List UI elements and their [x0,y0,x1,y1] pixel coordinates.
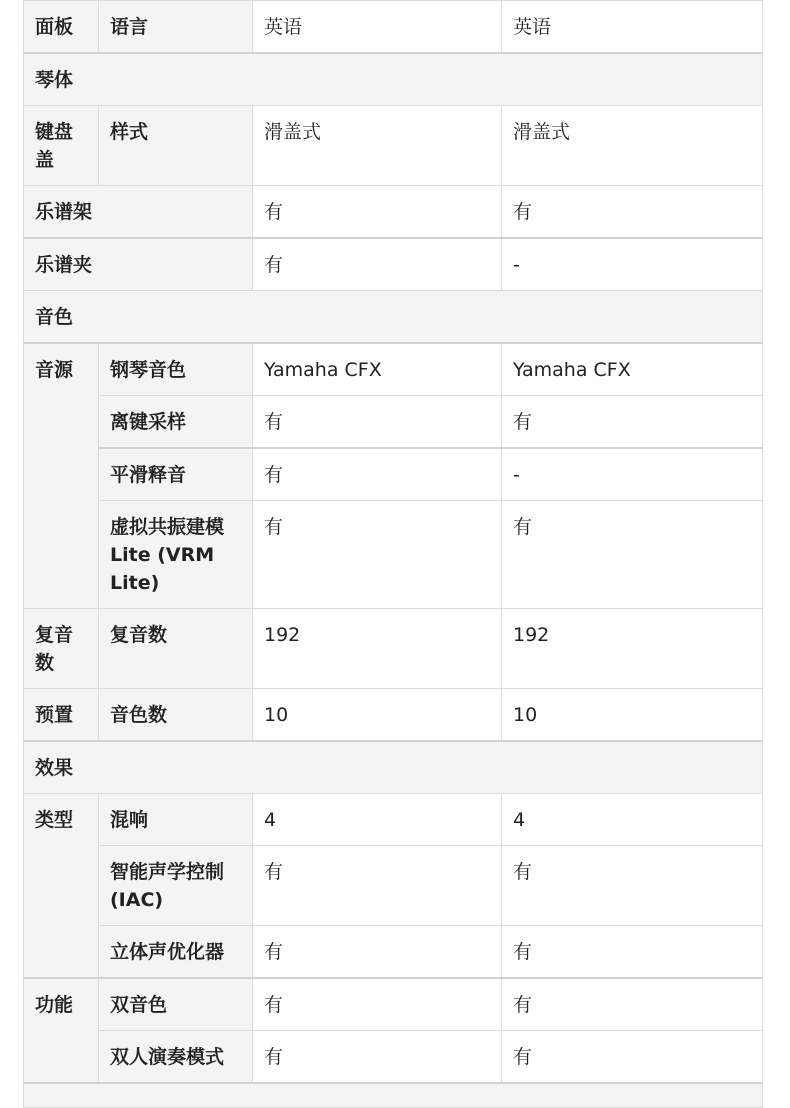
value-cell-b: 有 [502,186,763,239]
section-heading-cutoff [24,1083,763,1108]
value-cell-b: 滑盖式 [502,106,763,186]
feature-cell: 智能声学控制(IAC) [99,846,253,926]
value-cell-b: - [502,448,763,501]
value-cell-b: 有 [502,396,763,449]
section-row [24,1083,763,1108]
value-cell-b: 英语 [502,1,763,54]
category-cell: 音源 [24,343,99,609]
value-cell-b: - [502,238,763,291]
value-cell-a: 有 [253,846,502,926]
table-row [24,186,763,239]
value-cell-b: 有 [502,501,763,609]
value-cell-a: 10 [253,689,502,742]
table-row [24,396,763,449]
feature-cell: 虚拟共振建模Lite (VRM Lite) [99,501,253,609]
table-row [24,448,763,501]
table-row [24,343,763,396]
section-row [24,53,763,106]
category-cell: 面板 [24,1,99,54]
value-cell-b: 10 [502,689,763,742]
value-cell-b: 4 [502,794,763,846]
table-row [24,1031,763,1084]
value-cell-b: Yamaha CFX [502,343,763,396]
value-cell-a: 有 [253,396,502,449]
value-cell-a: 有 [253,501,502,609]
value-cell-b: 有 [502,846,763,926]
value-cell-a: Yamaha CFX [253,343,502,396]
category-cell: 键盘盖 [24,106,99,186]
section-row [24,291,763,344]
table-row [24,238,763,291]
section-heading: 效果 [24,741,763,794]
feature-cell: 离键采样 [99,396,253,449]
section-heading: 音色 [24,291,763,344]
table-row [24,609,763,689]
category-cell: 预置 [24,689,99,742]
value-cell-b: 有 [502,1031,763,1084]
feature-cell: 语言 [99,1,253,54]
value-cell-a: 4 [253,794,502,846]
value-cell-b: 有 [502,978,763,1031]
value-cell-a: 有 [253,238,502,291]
feature-cell: 复音数 [99,609,253,689]
table-row [24,501,763,609]
spec-table-container [23,0,762,1108]
category-cell: 类型 [24,794,99,979]
feature-cell: 双音色 [99,978,253,1031]
section-row [24,741,763,794]
feature-cell: 双人演奏模式 [99,1031,253,1084]
table-row [24,978,763,1031]
category-cell: 复音数 [24,609,99,689]
feature-cell: 钢琴音色 [99,343,253,396]
value-cell-a: 192 [253,609,502,689]
table-row [24,106,763,186]
value-cell-a: 有 [253,186,502,239]
category-cell: 功能 [24,978,99,1083]
feature-cell: 样式 [99,106,253,186]
table-row [24,926,763,979]
table-row [24,846,763,926]
value-cell-a: 滑盖式 [253,106,502,186]
section-heading: 琴体 [24,53,763,106]
value-cell-a: 有 [253,926,502,979]
value-cell-a: 英语 [253,1,502,54]
table-row [24,1,763,54]
value-cell-b: 有 [502,926,763,979]
value-cell-b: 192 [502,609,763,689]
feature-cell: 平滑释音 [99,448,253,501]
value-cell-a: 有 [253,978,502,1031]
feature-cell: 音色数 [99,689,253,742]
category-cell: 乐谱架 [24,186,253,239]
feature-cell: 混响 [99,794,253,846]
table-row [24,794,763,846]
category-cell: 乐谱夹 [24,238,253,291]
value-cell-a: 有 [253,448,502,501]
value-cell-a: 有 [253,1031,502,1084]
table-row [24,689,763,742]
spec-table [23,0,763,1108]
feature-cell: 立体声优化器 [99,926,253,979]
